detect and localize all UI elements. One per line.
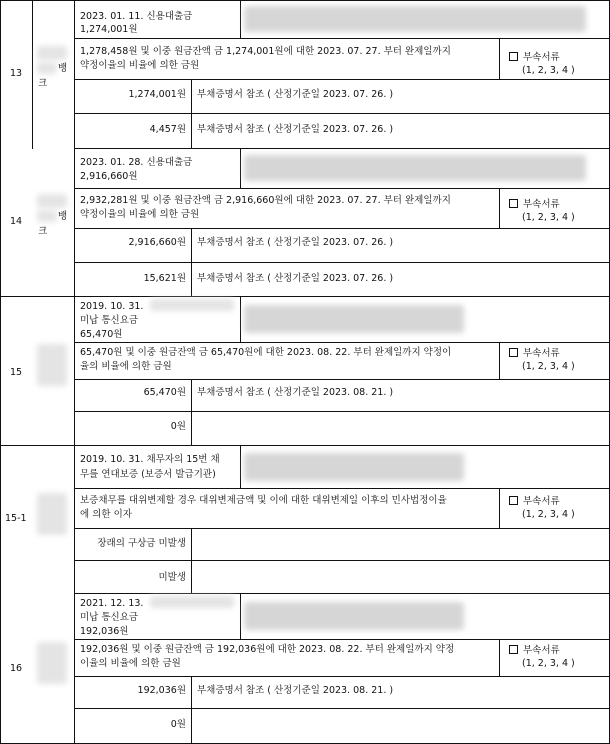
col-divider-creditor-2 xyxy=(32,148,33,149)
amount: 0원 xyxy=(170,719,186,730)
redacted-creditor-name xyxy=(37,493,67,535)
claim-info: 2019. 10. 31. xyxy=(80,301,144,312)
r16-line-a xyxy=(74,639,610,640)
interest-text: 1,278,458원 및 이중 원금잔액 금 1,274,001원에 대한 2023. 07. 27. 부터 완제일까지 xyxy=(80,46,451,57)
redacted-creditor-name xyxy=(37,62,57,74)
claim-info: 2019. 10. 31. 채무자의 15번 채 xyxy=(80,454,220,465)
attachment-checkbox[interactable] xyxy=(509,51,560,64)
redacted-creditor-name xyxy=(37,344,67,386)
creditor-suffix: 뱅 xyxy=(58,63,68,74)
r14-line-b xyxy=(74,228,610,229)
attachment-label: 부속서류 xyxy=(523,199,560,210)
row-divider-14-15 xyxy=(0,296,610,297)
redacted-inline xyxy=(150,596,234,608)
r151-info-divider xyxy=(240,445,241,488)
row-number: 15-1 xyxy=(5,513,27,524)
attachment-numbers: (1, 2, 3, 4 ) xyxy=(522,361,575,372)
amount: 192,036원 xyxy=(137,685,186,696)
row-divider-15-151 xyxy=(0,445,610,446)
r16-line-b xyxy=(74,676,610,677)
checkbox-icon[interactable] xyxy=(509,52,518,61)
redacted-block xyxy=(244,602,464,630)
redacted-block xyxy=(244,155,586,181)
claim-info: 미납 통신요금 xyxy=(80,315,139,326)
interest-text: 보증채무를 대위변제할 경우 대위변제금액 및 이에 대한 대위변제일 이후의 민사법정이율 xyxy=(80,495,447,506)
note: 부채증명서 참조 ( 산정기준일 2023. 07. 26. ) xyxy=(197,124,394,135)
creditor-suffix: 크 xyxy=(38,226,48,237)
amount: 65,470원 xyxy=(143,387,186,398)
checkbox-icon[interactable] xyxy=(509,645,518,654)
creditor-suffix: 뱅 xyxy=(58,211,68,222)
row-divider-151-16 xyxy=(74,593,610,594)
row-number: 13 xyxy=(10,68,23,79)
row-number: 16 xyxy=(10,663,23,674)
r16-attach-divider xyxy=(499,639,500,676)
redacted-block xyxy=(244,305,464,333)
checkbox-icon[interactable] xyxy=(509,199,518,208)
attachment-numbers: (1, 2, 3, 4 ) xyxy=(522,212,575,223)
amount: 장래의 구상금 미발생 xyxy=(97,538,186,549)
r16-amount-divider xyxy=(191,676,192,744)
redacted-creditor-name xyxy=(37,194,67,208)
claim-info: 미납 통신요금 xyxy=(80,612,139,623)
r151-line-c xyxy=(74,560,610,561)
r16-line-c xyxy=(74,708,610,709)
checkbox-icon[interactable] xyxy=(509,496,518,505)
attachment-numbers: (1, 2, 3, 4 ) xyxy=(522,65,575,76)
r151-line-b xyxy=(74,528,610,529)
row-number: 15 xyxy=(10,367,23,378)
claim-info: 2023. 01. 11. 신용대출금 xyxy=(80,11,193,22)
note: 부채증명서 참조 ( 산정기준일 2023. 08. 21. ) xyxy=(197,387,394,398)
redacted-creditor-name xyxy=(37,46,67,60)
col-divider-content xyxy=(74,0,75,744)
claim-info: 2,916,660원 xyxy=(80,171,138,182)
r15-line-c xyxy=(74,411,610,412)
claim-info: 2023. 01. 28. 신용대출금 xyxy=(80,157,193,168)
redacted-creditor-name xyxy=(37,210,57,222)
note: 부채증명서 참조 ( 산정기준일 2023. 07. 26. ) xyxy=(197,89,394,100)
r14-line-a xyxy=(74,188,610,189)
creditor-suffix: 크 xyxy=(38,78,48,89)
attachment-label: 부속서류 xyxy=(523,348,560,359)
r15-amount-divider xyxy=(191,379,192,445)
interest-text: 율의 비율에 의한 금원 xyxy=(80,361,172,372)
attachment-label: 부속서류 xyxy=(523,645,560,656)
attachment-checkbox[interactable] xyxy=(509,347,560,360)
amount: 4,457원 xyxy=(149,124,186,135)
amount: 0원 xyxy=(170,421,186,432)
note: 부채증명서 참조 ( 산정기준일 2023. 08. 21. ) xyxy=(197,685,394,696)
amount: 미발생 xyxy=(158,572,186,583)
attachment-numbers: (1, 2, 3, 4 ) xyxy=(522,509,575,520)
r15-attach-divider xyxy=(499,342,500,379)
r15-info-divider xyxy=(240,296,241,342)
note: 부채증명서 참조 ( 산정기준일 2023. 07. 26. ) xyxy=(197,273,394,284)
r14-line-c xyxy=(74,262,610,263)
attachment-checkbox[interactable] xyxy=(509,644,560,657)
claim-info: 1,274,001원 xyxy=(80,24,138,35)
table-border-top xyxy=(0,0,610,1)
attachment-label: 부속서류 xyxy=(523,496,560,507)
r13-line-c xyxy=(74,113,610,114)
amount: 15,621원 xyxy=(143,273,186,284)
r15-line-b xyxy=(74,379,610,380)
redacted-inline xyxy=(150,299,234,311)
redacted-block xyxy=(244,6,586,32)
col-divider-creditor xyxy=(32,0,33,148)
row-number: 14 xyxy=(10,216,23,227)
interest-text: 에 의한 이자 xyxy=(80,509,132,520)
redacted-creditor-name xyxy=(37,642,67,684)
interest-text: 2,932,281원 및 이중 원금잔액 금 2,916,660원에 대한 2023. 07. 27. 부터 완제일까지 xyxy=(80,195,451,206)
r16-info-divider xyxy=(240,593,241,639)
amount: 2,916,660원 xyxy=(128,237,186,248)
interest-text: 약정이율의 비율에 의한 금원 xyxy=(80,209,200,220)
interest-text: 192,036원 및 이중 원금잔액 금 192,036원에 대한 2023. 08. 22. 부터 완제일까지 약정 xyxy=(80,644,455,655)
r151-line-a xyxy=(74,488,610,489)
claim-info: 65,470원 xyxy=(80,329,123,340)
r14-attach-divider xyxy=(499,188,500,228)
claim-info: 2021. 12. 13. xyxy=(80,598,144,609)
r151-attach-divider xyxy=(499,488,500,528)
attachment-checkbox[interactable] xyxy=(509,198,560,211)
r13-info-divider xyxy=(240,0,241,38)
row-divider-13-14 xyxy=(74,148,610,149)
claim-info: 무를 연대보증 (보증서 발급기관) xyxy=(80,469,216,480)
note: 부채증명서 참조 ( 산정기준일 2023. 07. 26. ) xyxy=(197,237,394,248)
interest-text: 약정이율의 비율에 의한 금원 xyxy=(80,60,200,71)
redacted-block xyxy=(244,453,464,481)
r13-line-b xyxy=(74,79,610,80)
r13-attach-divider xyxy=(499,38,500,79)
interest-text: 65,470원 및 이중 원금잔액 금 65,470원에 대한 2023. 08. 22. 부터 완제일까지 약정이 xyxy=(80,347,452,358)
attachment-checkbox[interactable] xyxy=(509,495,560,508)
r13-line-a xyxy=(74,38,610,39)
attachment-numbers: (1, 2, 3, 4 ) xyxy=(522,658,575,669)
r15-line-a xyxy=(74,342,610,343)
r14-info-divider xyxy=(240,148,241,188)
interest-text: 이율의 비율에 의한 금원 xyxy=(80,658,181,669)
claim-info: 192,036원 xyxy=(80,626,129,637)
table-border-left xyxy=(0,0,1,744)
amount: 1,274,001원 xyxy=(128,89,186,100)
checkbox-icon[interactable] xyxy=(509,348,518,357)
attachment-label: 부속서류 xyxy=(523,52,560,63)
